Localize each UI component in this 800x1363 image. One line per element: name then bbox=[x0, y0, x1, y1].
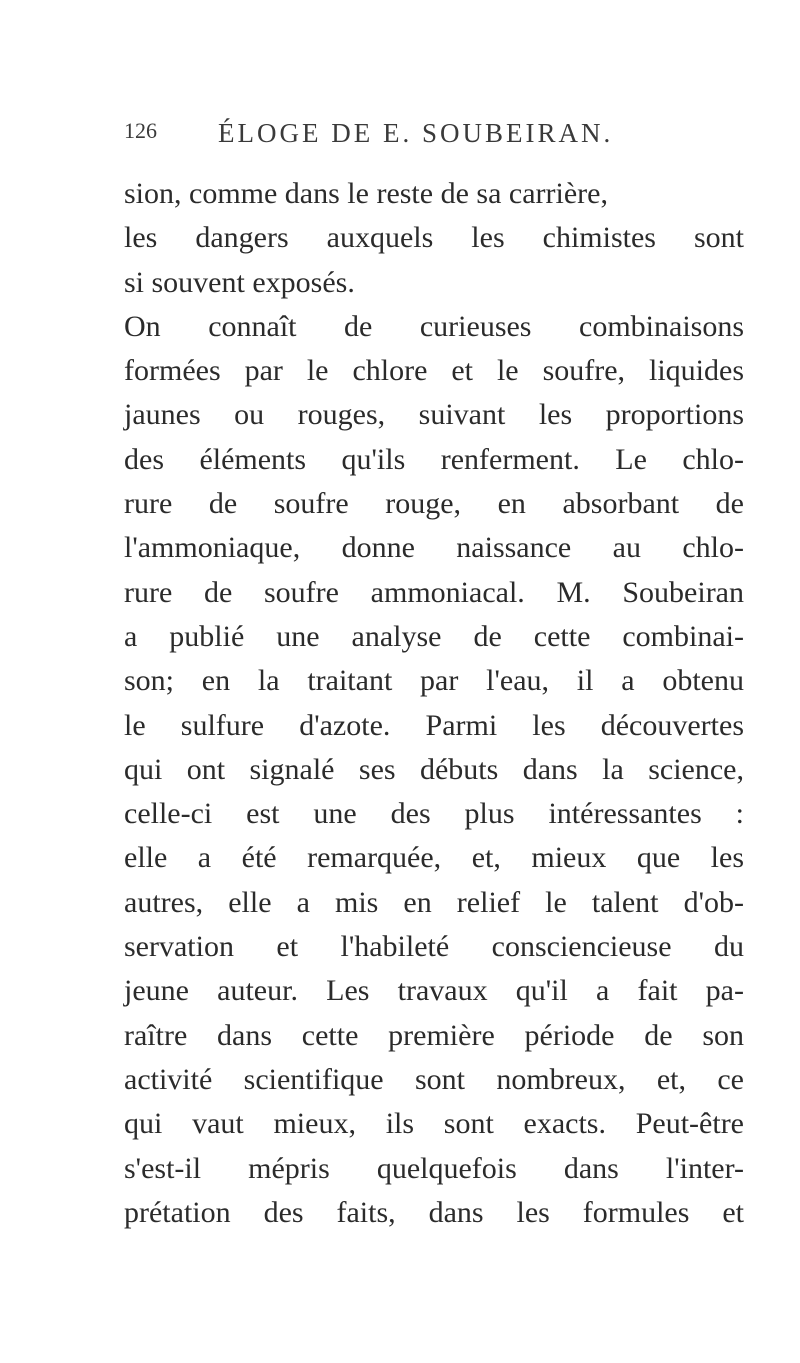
text-line: son; en la traitant par l'eau, il a obtenu bbox=[124, 664, 744, 698]
text-line: sion, comme dans le reste de sa carrière, bbox=[124, 177, 608, 210]
text-line: si souvent exposés. bbox=[124, 265, 355, 299]
page-number: 126 bbox=[124, 118, 157, 143]
text-line: qui ont signalé ses débuts dans la science, bbox=[124, 752, 744, 786]
text-line: des éléments qu'ils renferment. Le chlo- bbox=[124, 442, 744, 476]
running-head-title: ÉLOGE DE E. SOUBEIRAN. bbox=[218, 118, 614, 148]
text-line: elle a été remarquée, et, mieux que les bbox=[124, 841, 744, 875]
text-line: autres, elle a mis en relief le talent d'ob- bbox=[124, 885, 744, 919]
text-line: prétation des faits, dans les formules et bbox=[124, 1195, 744, 1229]
text-line: s'est-il mépris quelquefois dans l'inter- bbox=[124, 1151, 744, 1185]
text-line: a publié une analyse de cette combinai- bbox=[124, 619, 744, 653]
text-line: activité scientifique sont nombreux, et, ce bbox=[124, 1062, 744, 1096]
text-line: le sulfure d'azote. Parmi les découvertes bbox=[124, 708, 744, 742]
text-line: qui vaut mieux, ils sont exacts. Peut-être bbox=[124, 1107, 744, 1141]
text-line: jeune auteur. Les travaux qu'il a fait pa- bbox=[124, 974, 744, 1008]
text-line: rure de soufre rouge, en absorbant de bbox=[124, 487, 744, 521]
text-line: rure de soufre ammoniacal. M. Soubeiran bbox=[124, 575, 744, 609]
text-line: formées par le chlore et le soufre, liquides bbox=[124, 354, 744, 388]
body-text bbox=[124, 172, 744, 1235]
text-line: celle-ci est une des plus intéressantes : bbox=[124, 797, 744, 831]
text-line: raître dans cette première période de son bbox=[124, 1018, 744, 1052]
running-head bbox=[124, 118, 724, 158]
text-line: On connaît de curieuses combinaisons bbox=[124, 309, 744, 343]
text-line: servation et l'habileté consciencieuse du bbox=[124, 930, 744, 964]
text-line: jaunes ou rouges, suivant les proportions bbox=[124, 398, 744, 432]
text-line: les dangers auxquels les chimistes sont bbox=[124, 221, 744, 255]
text-line: l'ammoniaque, donne naissance au chlo- bbox=[124, 531, 744, 565]
